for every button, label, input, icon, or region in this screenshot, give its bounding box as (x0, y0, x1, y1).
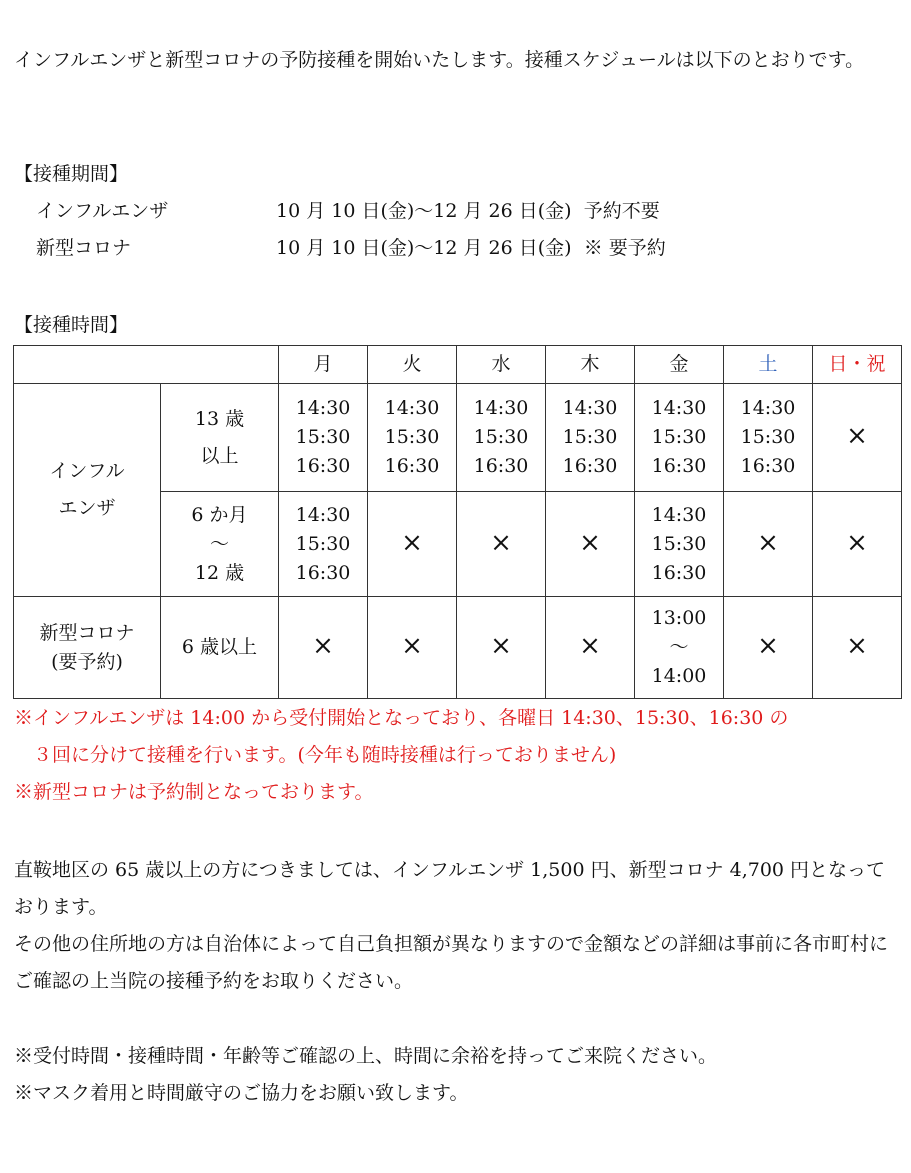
period-dates: 10 月 10 日(金)～12 月 26 日(金) 予約不要 (276, 200, 660, 222)
schedule-table (13, 345, 902, 699)
unavailable-cross: × (579, 631, 601, 661)
period-name: 新型コロナ (36, 237, 132, 259)
time-slot-cell (546, 597, 635, 699)
unavailable-cross: × (312, 631, 334, 661)
unavailable-cross: × (757, 631, 779, 661)
time-slot: 14:30 (384, 397, 440, 419)
table-row (14, 384, 902, 492)
time-slot: 14:30 (473, 397, 529, 419)
time-slot-cell (546, 492, 635, 597)
unavailable-cross: × (490, 527, 512, 558)
period-row-covid (0, 230, 911, 267)
time-slot: 16:30 (295, 561, 351, 584)
hours-heading: 【接種時間】 (14, 314, 129, 336)
time-slot-cell (457, 597, 546, 699)
age-group-cell: 6 か月 ～ 12 歳 (161, 492, 279, 597)
vaccine-label-flu: インフル エンザ (14, 384, 161, 597)
time-slot-cell (813, 597, 902, 699)
day-header: 金 (635, 346, 724, 384)
time-slot: 16:30 (473, 455, 529, 477)
time-slot: 15:30 (651, 532, 707, 555)
time-slot-cell (724, 597, 813, 699)
period-heading: 【接種期間】 (14, 163, 129, 185)
day-header: 木 (546, 346, 635, 384)
time-slot: 15:30 (740, 426, 796, 448)
time-slot-cell (635, 492, 724, 597)
header-empty-cell (14, 346, 279, 384)
time-slot: 16:30 (384, 455, 440, 477)
time-slot-cell (635, 597, 724, 699)
price-text: 直鞍地区の 65 歳以上の方につきましては、インフルエンザ 1,500 円、新型コロナ 4,700 円となっております。 (14, 859, 886, 918)
table-row (14, 597, 902, 699)
time-slot-cell (724, 384, 813, 492)
time-slot-cell (279, 384, 368, 492)
time-slot: 14:30 (651, 397, 707, 419)
unavailable-cross: × (846, 527, 868, 558)
time-slot-cell (368, 597, 457, 699)
time-slot-cell (813, 492, 902, 597)
time-slot: 14:30 (295, 503, 351, 526)
time-slot: 14:30 (740, 397, 796, 419)
day-header-holiday: 日・祝 (813, 346, 902, 384)
other-area-text: その他の住所地の方は自治体によって自己負担額が異なりますので金額などの詳細は事前に各市町村にご確認の上当院の接種予約をお取りください。 (14, 933, 889, 992)
unavailable-cross: × (401, 631, 423, 661)
time-slot-cell (279, 492, 368, 597)
unavailable-cross: × (846, 421, 868, 451)
day-header-row (14, 346, 902, 384)
time-slot-cell (635, 384, 724, 492)
period-note: 予約不要 (583, 200, 660, 222)
day-header: 水 (457, 346, 546, 384)
time-slot-cell (368, 492, 457, 597)
period-dates: 10 月 10 日(金)～12 月 26 日(金) ※ 要予約 (276, 237, 666, 259)
period-note: ※ 要予約 (583, 237, 666, 259)
time-slot-cell (457, 384, 546, 492)
time-slot: 15:30 (651, 426, 707, 448)
time-slot-cell (813, 384, 902, 492)
time-slot: 15:30 (384, 426, 440, 448)
time-slot: 16:30 (651, 561, 707, 584)
time-slot: 16:30 (651, 455, 707, 477)
time-slot: 14:30 (295, 397, 351, 419)
time-slot: 15:30 (562, 426, 618, 448)
age-group-cell: 6 歳以上 (161, 597, 279, 699)
time-slot: 16:30 (295, 455, 351, 477)
time-slot: 14:30 (651, 503, 707, 526)
time-slot: 14:30 (562, 397, 618, 419)
period-name: インフルエンザ (36, 200, 169, 222)
time-slot: 16:30 (562, 455, 618, 477)
unavailable-cross: × (401, 527, 423, 558)
unavailable-cross: × (490, 631, 512, 661)
vaccine-label-covid: 新型コロナ (要予約) (14, 597, 161, 699)
time-slot: 14:00 (651, 665, 707, 687)
time-slot-cell (724, 492, 813, 597)
time-slot-cell (546, 384, 635, 492)
period-row-flu (0, 193, 911, 230)
footer-note: ※マスク着用と時間厳守のご協力をお願い致します。 (14, 1082, 469, 1104)
time-slot: ～ (669, 636, 689, 658)
age-group-cell: 13 歳 以上 (161, 384, 279, 492)
footer-note: ※受付時間・接種時間・年齢等ご確認の上、時間に余裕を持ってご来院ください。 (14, 1045, 718, 1067)
time-slot-cell (457, 492, 546, 597)
intro-text: インフルエンザと新型コロナの予防接種を開始いたします。接種スケジュールは以下のとおりです。 (14, 49, 865, 71)
day-header-saturday: 土 (724, 346, 813, 384)
covid-note: ※新型コロナは予約制となっております。 (14, 781, 374, 803)
time-slot: 15:30 (473, 426, 529, 448)
time-slot-cell (368, 384, 457, 492)
day-header: 月 (279, 346, 368, 384)
time-slot: 13:00 (651, 607, 707, 629)
time-slot: 15:30 (295, 426, 351, 448)
time-slot: 15:30 (295, 532, 351, 555)
flu-note: ※インフルエンザは 14:00 から受付開始となっており、各曜日 14:30、15:30、16:30 の ３回に分けて接種を行います。(今年も随時接種は行っておりません) (14, 707, 789, 766)
day-header: 火 (368, 346, 457, 384)
time-slot-cell (279, 597, 368, 699)
unavailable-cross: × (757, 527, 779, 558)
unavailable-cross: × (846, 631, 868, 661)
time-slot: 16:30 (740, 455, 796, 477)
unavailable-cross: × (579, 527, 601, 558)
